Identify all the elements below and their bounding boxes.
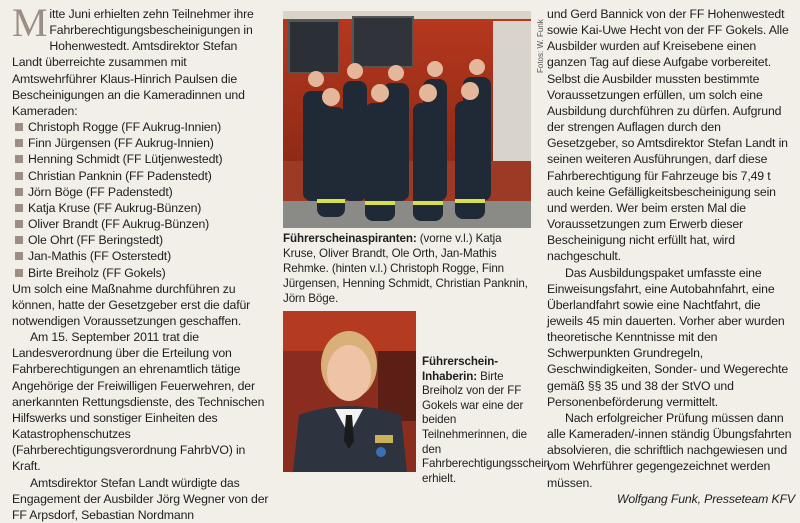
caption-title: Führerscheinaspiranten: bbox=[283, 232, 417, 245]
paragraph: Das Ausbildungspaket umfasste eine Einweisungsfahrt, eine Autobahnfahrt, eine Überlandfahrt sowie eine Nachtfahrt, die jeweils 45 min dauerten. Vorher aber wurden theoretische Kenntnisse mit den Schwerpunkten Grundregeln, Geschwindigkeiten, Sonder- und Wegerechte gemäß §§ 35 und 38 der StVO und Personenbeförderung vermittelt. bbox=[547, 265, 789, 409]
author-signature: Wolfgang Funk, Presseteam KFV bbox=[616, 491, 795, 506]
list-item: Birte Breiholz (FF Gokels) bbox=[12, 265, 270, 281]
group-photo bbox=[283, 11, 531, 228]
drop-cap: M bbox=[12, 0, 48, 45]
paragraph: Am 15. September 2011 trat die Landesverordnung über die Erteilung von Fahrberechtigungen an ehrenamtlich tätige Angehörige der Freiwilligen Feuerwehren, der anerkannten Rettungsdienste, des Technischen Hilfswerks und sonstiger Einheiten des Katastrophenschutzes (Fahrberechtigungsverordnung FahrbVO) in Kraft. bbox=[12, 330, 265, 474]
portrait-photo bbox=[283, 311, 416, 472]
photo-credit: Fotos: W. Funk bbox=[536, 19, 545, 73]
paragraph: Um solch eine Maßnahme durchführen zu können, hatte der Gesetzgeber erst die dafür notwendigen Voraussetzungen geschaffen. bbox=[12, 281, 251, 328]
group-photo-illustration bbox=[283, 11, 531, 228]
list-item: Henning Schmidt (FF Lütjenwestedt) bbox=[12, 151, 270, 167]
list-item: Finn Jürgensen (FF Aukrug-Innien) bbox=[12, 135, 270, 151]
list-item: Christian Panknin (FF Padenstedt) bbox=[12, 168, 270, 184]
caption-title: Führerschein-Inhaberin: bbox=[422, 355, 499, 383]
list-item: Jörn Böge (FF Padenstedt) bbox=[12, 184, 270, 200]
intro-paragraph: Mitte Juni erhielten zehn Teilnehmer ihre Fahrberechtigungsbescheinigungen in Hohenwestedt. Amtsdirektor Stefan Landt überreichte zusammen mit Amtswehrführer Klaus-Hinrich Paulsen die Bescheinigungen an die Kameradinnen und Kameraden: bbox=[12, 0, 254, 118]
group-photo-caption bbox=[283, 231, 535, 306]
list-item: Christoph Rogge (FF Aukrug-Innien) bbox=[12, 119, 270, 135]
list-item: Oliver Brandt (FF Aukrug-Bünzen) bbox=[12, 216, 270, 232]
caption-text: Birte Breiholz von der FF Gokels war eine der beiden Teilnehmerinnen, die den Fahrberechtigungsschein erhielt. bbox=[422, 369, 550, 485]
article-column-1 bbox=[12, 0, 270, 523]
paragraph: und Gerd Bannick von der FF Hohenwestedt sowie Kai-Uwe Hecht von der FF Gokels. Alle Ausbilder wurden auf Kreisebene einen ganzen Tag auf diese Aufgabe vorbereitet. Selbst die Ausbilder mussten bestimmte Voraussetzungen erfüllen, um solch eine Ausbildung durchführen zu dürfen. Aufgrund der strengen Auflagen durch den Gesetzgeber, so Amtsdirektor Stefan Landt in seinen weiteren Ausführungen, darf diese Fahrberechtigung für Fahrzeuge bis 7,49 t auch keine Gefälligkeitsbescheinigung sein und werden. Wer beim ersten Mal die Voraussetzungen zum Erwerb dieser Bescheinigung nicht erfüllt hat, wird nachgeschult. bbox=[547, 7, 789, 264]
caption-text: (vorne v.l.) Katja Kruse, Oliver Brandt, Ole Orth, Jan-Mathis Rehmke. (hinten v.l.) Christoph Rogge, Finn Jürgensen, Henning Schmidt, Christian Panknin, Jörn Böge. bbox=[283, 232, 528, 305]
list-item: Katja Kruse (FF Aukrug-Bünzen) bbox=[12, 200, 270, 216]
list-item: Jan-Mathis (FF Osterstedt) bbox=[12, 248, 270, 264]
paragraph: Nach erfolgreicher Prüfung müssen dann alle Kameraden/-innen ständig Übungsfahrten absolvieren, die schriftlich nachgewiesen und vom Wehrführer gegengezeichnet werden müssen. bbox=[547, 410, 792, 490]
portrait-illustration bbox=[283, 311, 416, 472]
paragraph: Amtsdirektor Stefan Landt würdigte das Engagement der Ausbilder Jörg Wegner von der FF Arpsdorf, Sebastian Nordmann bbox=[12, 475, 269, 522]
article-column-3 bbox=[547, 6, 795, 507]
participant-list bbox=[12, 119, 270, 281]
list-item: Ole Ohrt (FF Beringstedt) bbox=[12, 232, 270, 248]
portrait-caption bbox=[422, 355, 550, 486]
